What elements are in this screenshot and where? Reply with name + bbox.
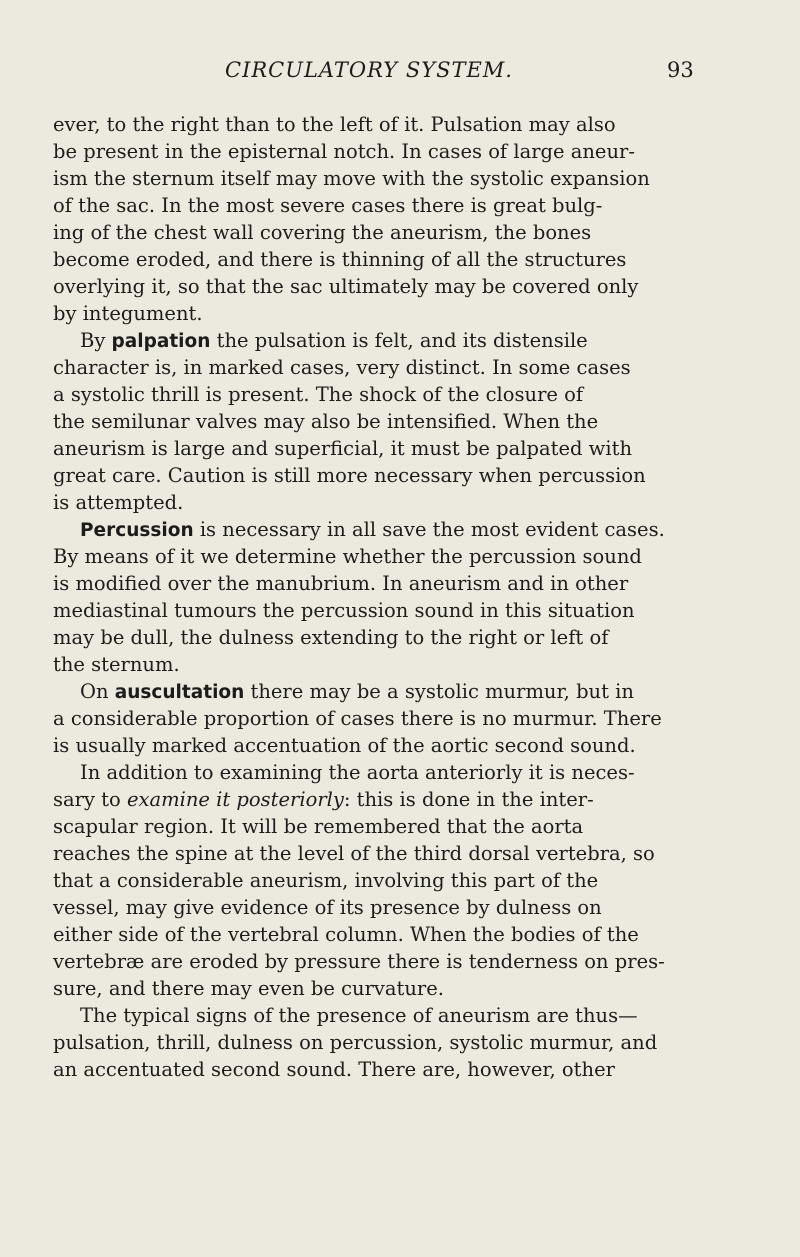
text-line: is modified over the manubrium. In aneurism and in other xyxy=(53,572,629,595)
text-line: pulsation, thrill, dulness on percussion, systolic murmur, and xyxy=(53,1031,658,1054)
text-line: great care. Caution is still more necessary when percussion xyxy=(53,464,646,487)
text-line: ism the sternum itself may move with the systolic expansion xyxy=(53,167,650,190)
text-line: an accentuated second sound. There are, however, other xyxy=(53,1058,615,1081)
text-line: vertebræ are eroded by pressure there is tenderness on pres- xyxy=(53,950,665,973)
paragraph-palpation: By palpation the pulsation is felt, and its distensile xyxy=(80,329,588,352)
page-number: 93 xyxy=(667,58,694,82)
text-line: a systolic thrill is present. The shock of the closure of xyxy=(53,383,584,406)
text-line: sure, and there may even be curvature. xyxy=(53,977,444,1000)
text-line: ever, to the right than to the left of it. Pulsation may also xyxy=(53,113,616,136)
text-line: of the sac. In the most severe cases there is great bulg- xyxy=(53,194,603,217)
text-line: the semilunar valves may also be intensified. When the xyxy=(53,410,599,433)
text-line: ing of the chest wall covering the aneurism, the bones xyxy=(53,221,592,244)
text-line: by integument. xyxy=(53,302,203,325)
auscultation-heading: auscultation xyxy=(114,682,245,703)
paragraph-auscultation: On auscultation there may be a systolic murmur, but in xyxy=(80,680,634,703)
text-line: be present in the episternal notch. In cases of large aneur- xyxy=(53,140,635,163)
text-line: the sternum. xyxy=(53,653,180,676)
text-line: vessel, may give evidence of its presence by dulness on xyxy=(53,896,602,919)
text-line: reaches the spine at the level of the third dorsal vertebra, so xyxy=(53,842,655,865)
text-line: that a considerable aneurism, involving this part of the xyxy=(53,869,599,892)
text-line: character is, in marked cases, very distinct. In some cases xyxy=(53,356,631,379)
paragraph-typical-signs: The typical signs of the presence of aneurism are thus— xyxy=(80,1004,638,1027)
text-line: either side of the vertebral column. When the bodies of the xyxy=(53,923,639,946)
text-line: may be dull, the dulness extending to the right or left of xyxy=(53,626,609,649)
text-line: overlying it, so that the sac ultimately may be covered only xyxy=(53,275,639,298)
text-line: is attempted. xyxy=(53,491,184,514)
running-title: CIRCULATORY SYSTEM. xyxy=(225,58,513,82)
palpation-heading: palpation xyxy=(111,331,211,352)
examine-posteriorly-emphasis: examine it posteriorly xyxy=(126,788,344,811)
text-line: mediastinal tumours the percussion sound in this situation xyxy=(53,599,635,622)
text-line: a considerable proportion of cases there is no murmur. There xyxy=(53,707,662,730)
text-line: become eroded, and there is thinning of all the structures xyxy=(53,248,627,271)
paragraph-posterior: In addition to examining the aorta anteriorly it is neces- xyxy=(80,761,635,784)
text-line: aneurism is large and superficial, it must be palpated with xyxy=(53,437,633,460)
paragraph-percussion: Percussion is necessary in all save the most evident cases. xyxy=(80,518,665,541)
text-line: By means of it we determine whether the percussion sound xyxy=(53,545,642,568)
text-line: scapular region. It will be remembered that the aorta xyxy=(53,815,584,838)
percussion-heading: Percussion xyxy=(80,520,194,541)
text-line: sary to examine it posteriorly: this is done in the inter- xyxy=(53,788,594,811)
text-line: is usually marked accentuation of the aortic second sound. xyxy=(53,734,636,757)
